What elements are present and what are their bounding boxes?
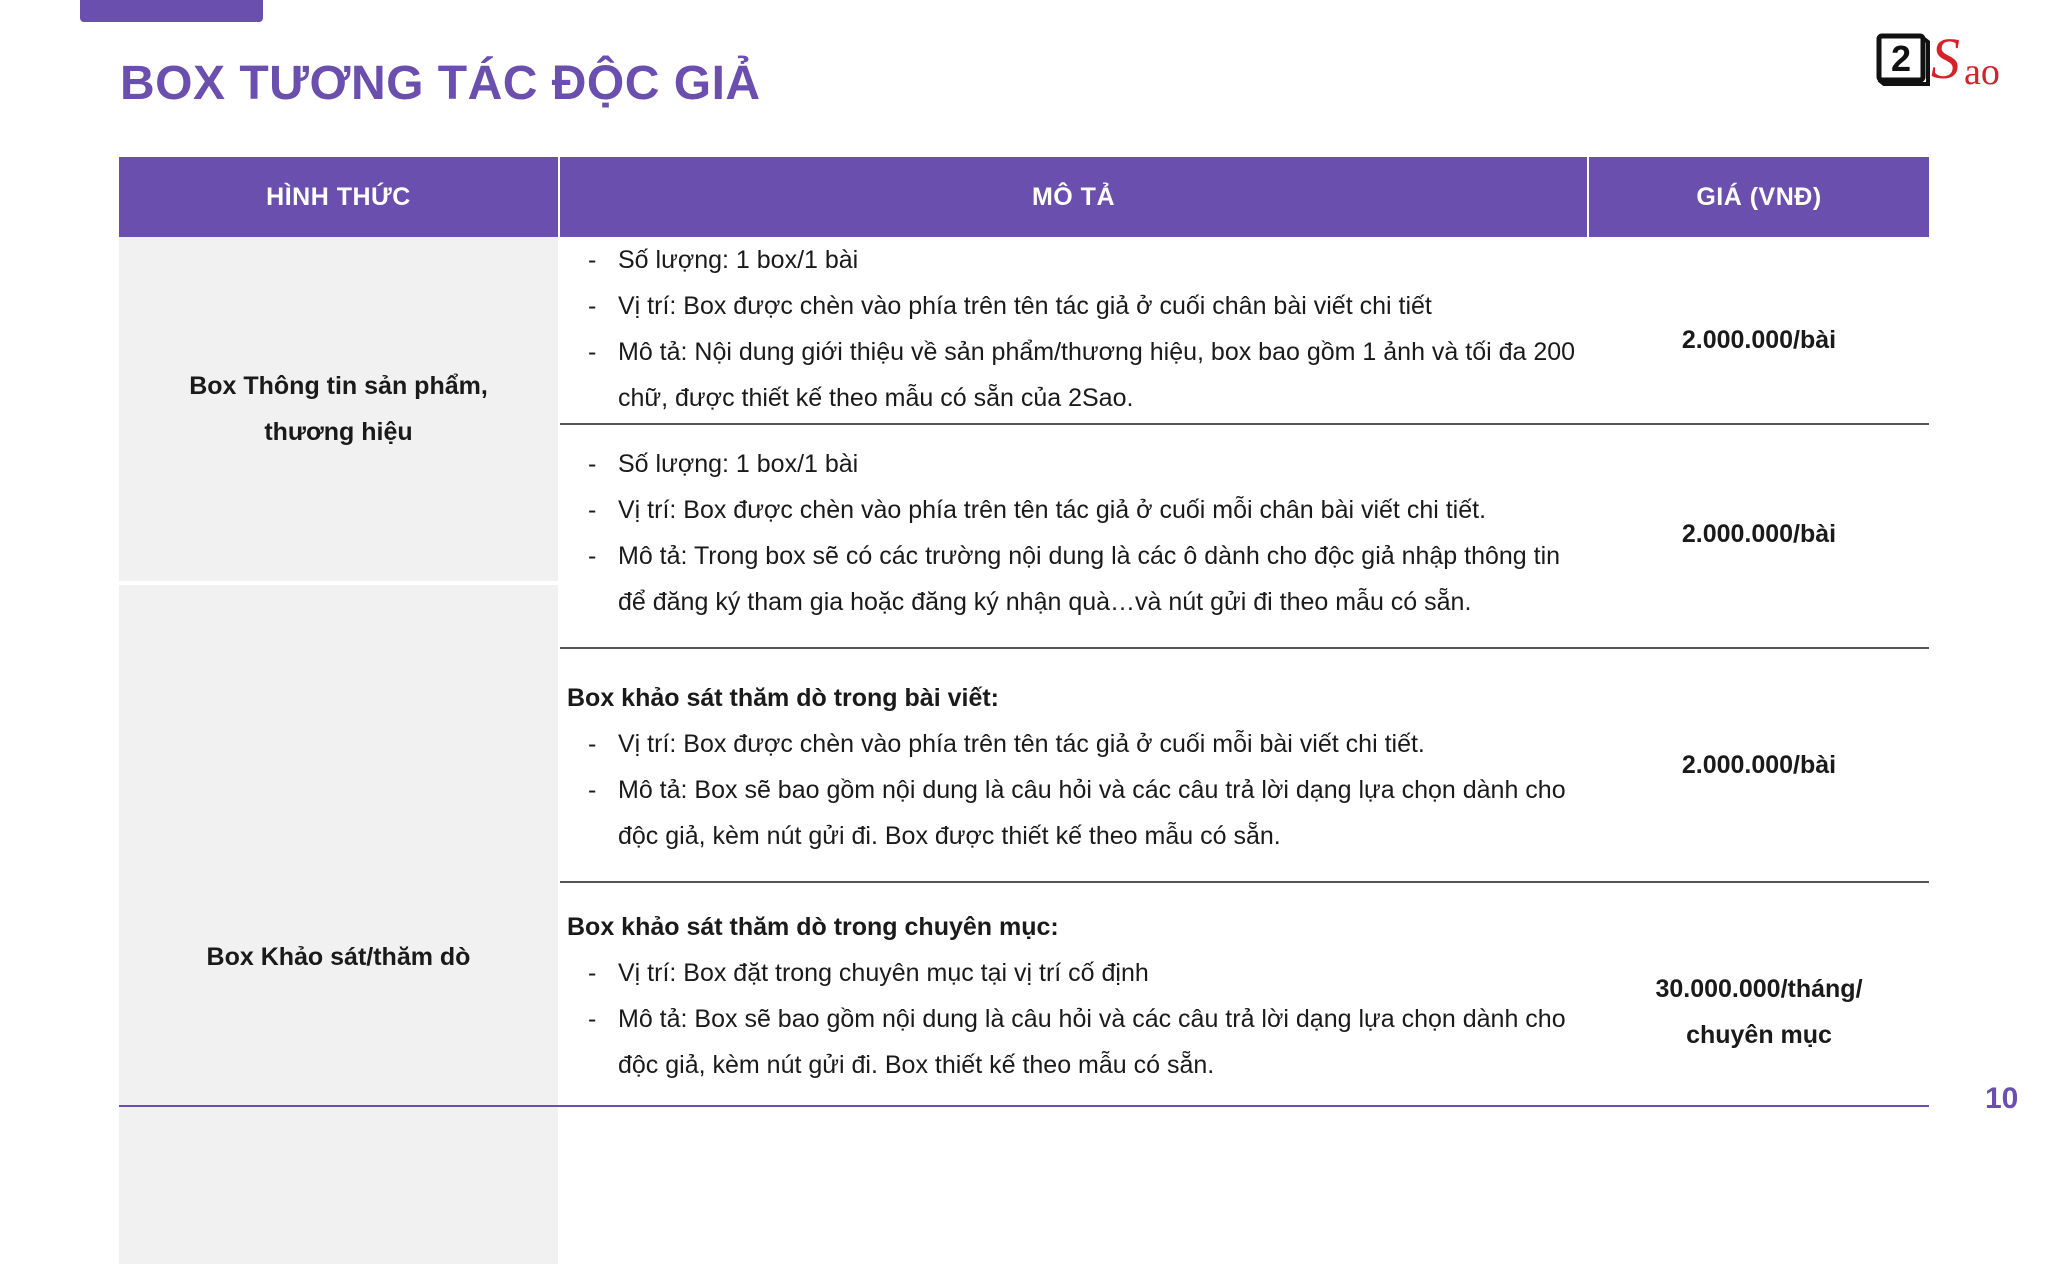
row-price: 2.000.000/bài xyxy=(1681,325,1837,354)
header-type: HÌNH THỨC xyxy=(119,157,558,237)
list-item: - Vị trí: Box được chèn vào phía trên tên tác giả ở cuối chân bài viết chi tiết xyxy=(588,292,1432,320)
page-number: 10 xyxy=(1985,1082,2019,1115)
list-item: - Mô tả: Nội dung giới thiệu về sản phẩm/thương hiệu, box bao gồm 1 ảnh và tối đa 200 chữ, được thiết kế theo mẫu có sẵn của 2Sao. xyxy=(588,338,1576,412)
top-accent-bar xyxy=(80,0,263,22)
header-price: GIÁ (VNĐ) xyxy=(1589,157,1929,237)
row-type-cell xyxy=(119,237,558,581)
subsection-description xyxy=(560,675,1587,859)
row-description xyxy=(560,441,1587,625)
row-description xyxy=(560,237,1587,421)
row-price: 2.000.000/bài xyxy=(1681,520,1837,548)
list-item: - Mô tả: Trong box sẽ có các trường nội dung là các ô dành cho độc giả nhập thông tin để đăng ký tham gia hoặc đăng ký nhận quà…và nút gửi đi theo mẫu có sẵn. xyxy=(588,542,1561,616)
svg-text:2: 2 xyxy=(1890,38,1912,79)
list-item: - Vị trí: Box đặt trong chuyên mục tại vị trí cố định xyxy=(588,959,1149,987)
row-price: 30.000.000/tháng/ chuyên mục xyxy=(1655,975,1863,1049)
list-item: - Mô tả: Box sẽ bao gồm nội dung là câu hỏi và các câu trả lời dạng lựa chọn dành cho độc giả, kèm nút gửi đi. Box được thiết kế theo mẫu có sẵn. xyxy=(588,776,1566,850)
header-description: MÔ TẢ xyxy=(560,157,1587,237)
subsection-heading: Box khảo sát thăm dò trong bài viết: xyxy=(567,684,999,712)
row-divider xyxy=(560,881,1929,883)
row-type-cell xyxy=(119,649,558,1264)
page-title: BOX TƯƠNG TÁC ĐỘC GIẢ xyxy=(120,57,761,110)
list-item: - Vị trí: Box được chèn vào phía trên tên tác giả ở cuối mỗi bài viết chi tiết. xyxy=(588,730,1425,758)
brand-logo xyxy=(1876,22,2026,97)
row-price-cell xyxy=(1589,887,1929,1137)
subsection-description xyxy=(560,904,1587,1088)
list-item: - Mô tả: Box sẽ bao gồm nội dung là câu hỏi và các câu trả lời dạng lựa chọn dành cho độc giả, kèm nút gửi đi. Box thiết kế theo mẫu có sẵn. xyxy=(588,1005,1566,1079)
list-item: - Vị trí: Box được chèn vào phía trên tên tác giả ở cuối mỗi chân bài viết chi tiết. xyxy=(588,496,1487,524)
table-bottom-line xyxy=(119,1105,1929,1107)
subsection-heading: Box khảo sát thăm dò trong chuyên mục: xyxy=(567,913,1059,941)
svg-text:S: S xyxy=(1931,26,1960,91)
svg-text:ao: ao xyxy=(1964,51,2000,93)
row-type-label: Box Thông tin sản phẩm, thương hiệu xyxy=(189,372,488,446)
row-price: 2.000.000/bài xyxy=(1681,751,1837,779)
list-item: - Số lượng: 1 box/1 bài xyxy=(588,246,859,274)
list-item: - Số lượng: 1 box/1 bài xyxy=(588,450,859,478)
row-type-label: Box Khảo sát/thăm dò xyxy=(206,942,471,971)
